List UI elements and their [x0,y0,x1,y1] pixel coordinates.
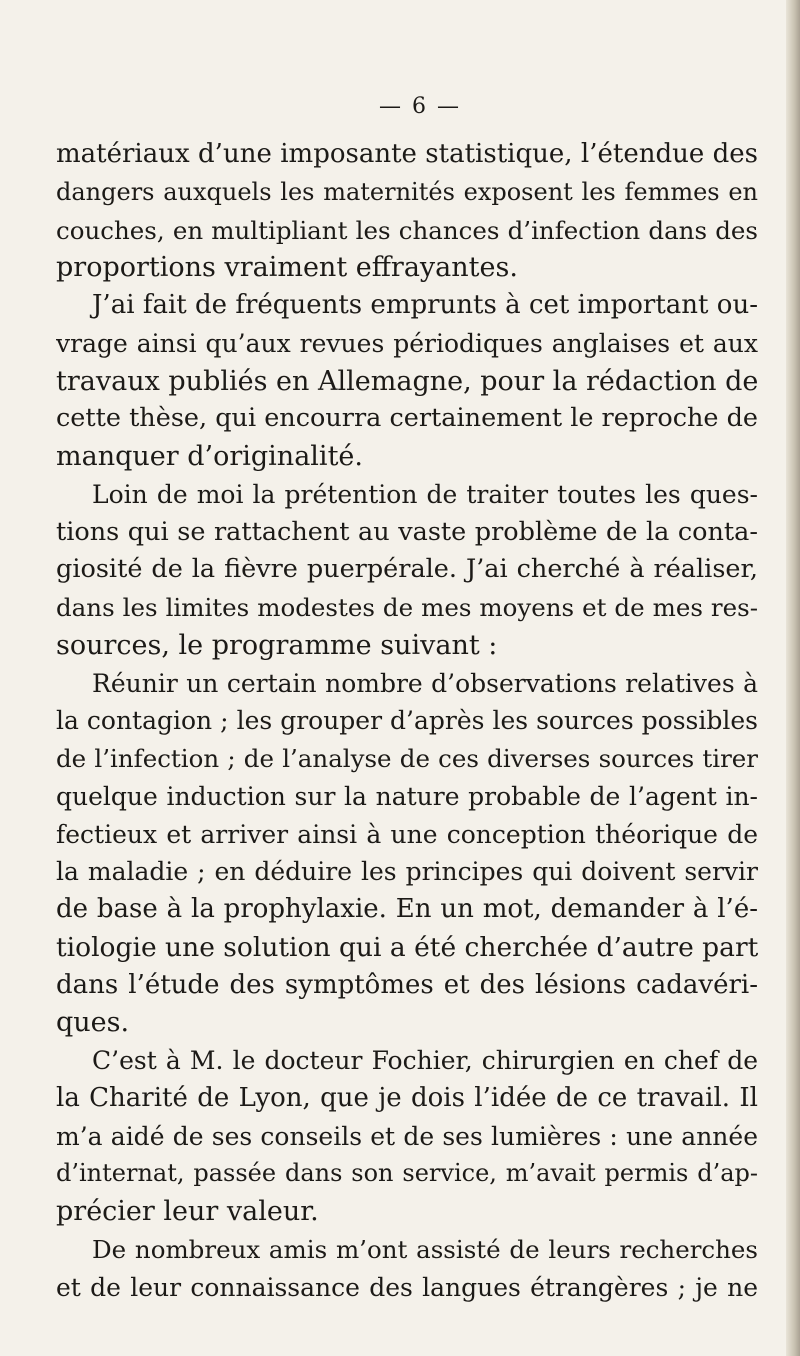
text-line: C’est à M. le docteur Fochier, chirurgien en chef de [92,1046,758,1075]
text-line: couches, en multipliant les chances d’infection dans des [56,215,758,245]
text-line: matériaux d’une imposante statistique, l’étendue des [56,139,758,169]
text-line: ques. [56,1007,130,1039]
text-line: sources, le programme suivant : [56,629,498,661]
body-text [56,136,758,1306]
text-line: giosité de la fièvre puerpérale. J’ai cherché à réaliser, [56,554,758,585]
text-line: J’ai fait de fréquents emprunts à cet important ou- [92,290,758,320]
text-line: proportions vraiment effrayantes. [56,252,518,284]
text-line: de l’infection ; de l’analyse de ces diverses sources tirer [56,744,758,773]
text-line: manquer d’originalité. [56,441,363,472]
text-line: et de leur connaissance des langues étrangères ; je ne [56,1272,758,1302]
text-line: dans l’étude des symptômes et des lésions cadavéri- [56,969,758,1000]
text-line: précier leur valeur. [56,1196,319,1227]
text-line: la contagion ; les grouper d’après les sources possibles [56,706,758,736]
text-line: dangers auxquels les maternités exposent les femmes en [56,177,758,206]
page-number: — 6 — [379,94,461,119]
text-line: tions qui se rattachent au vaste problème de la conta- [56,516,758,547]
text-line: dans les limites modestes de mes moyens et de mes res- [56,593,758,622]
text-line: fectieux et arriver ainsi à une conception théorique de [56,819,758,849]
text-line: Réunir un certain nombre d’observations relatives à [92,668,758,698]
text-line: Loin de moi la prétention de traiter toutes les ques- [92,479,758,509]
text-line: m’a aidé de ses conseils et de ses lumières : une année [56,1121,758,1151]
text-line: la Charité de Lyon, que je dois l’idée de ce travail. Il [56,1082,758,1113]
text-line: d’internat, passée dans son service, m’avait permis d’ap- [56,1159,758,1188]
text-line: cette thèse, qui encourra certainement le reproche de [56,403,758,434]
text-line: tiologie une solution qui a été cherchée d’autre part [56,931,758,963]
text-line: la maladie ; en déduire les principes qui doivent servir [56,857,758,887]
text-line: vrage ainsi qu’aux revues périodiques anglaises et aux [56,328,758,358]
text-line: De nombreux amis m’ont assisté de leurs recherches [92,1234,758,1264]
text-line: quelque induction sur la nature probable de l’agent in- [56,781,758,811]
page-edge [786,0,800,1356]
text-line: travaux publiés en Allemagne, pour la rédaction de [56,365,758,397]
text-line: de base à la prophylaxie. En un mot, demander à l’é- [56,894,758,924]
